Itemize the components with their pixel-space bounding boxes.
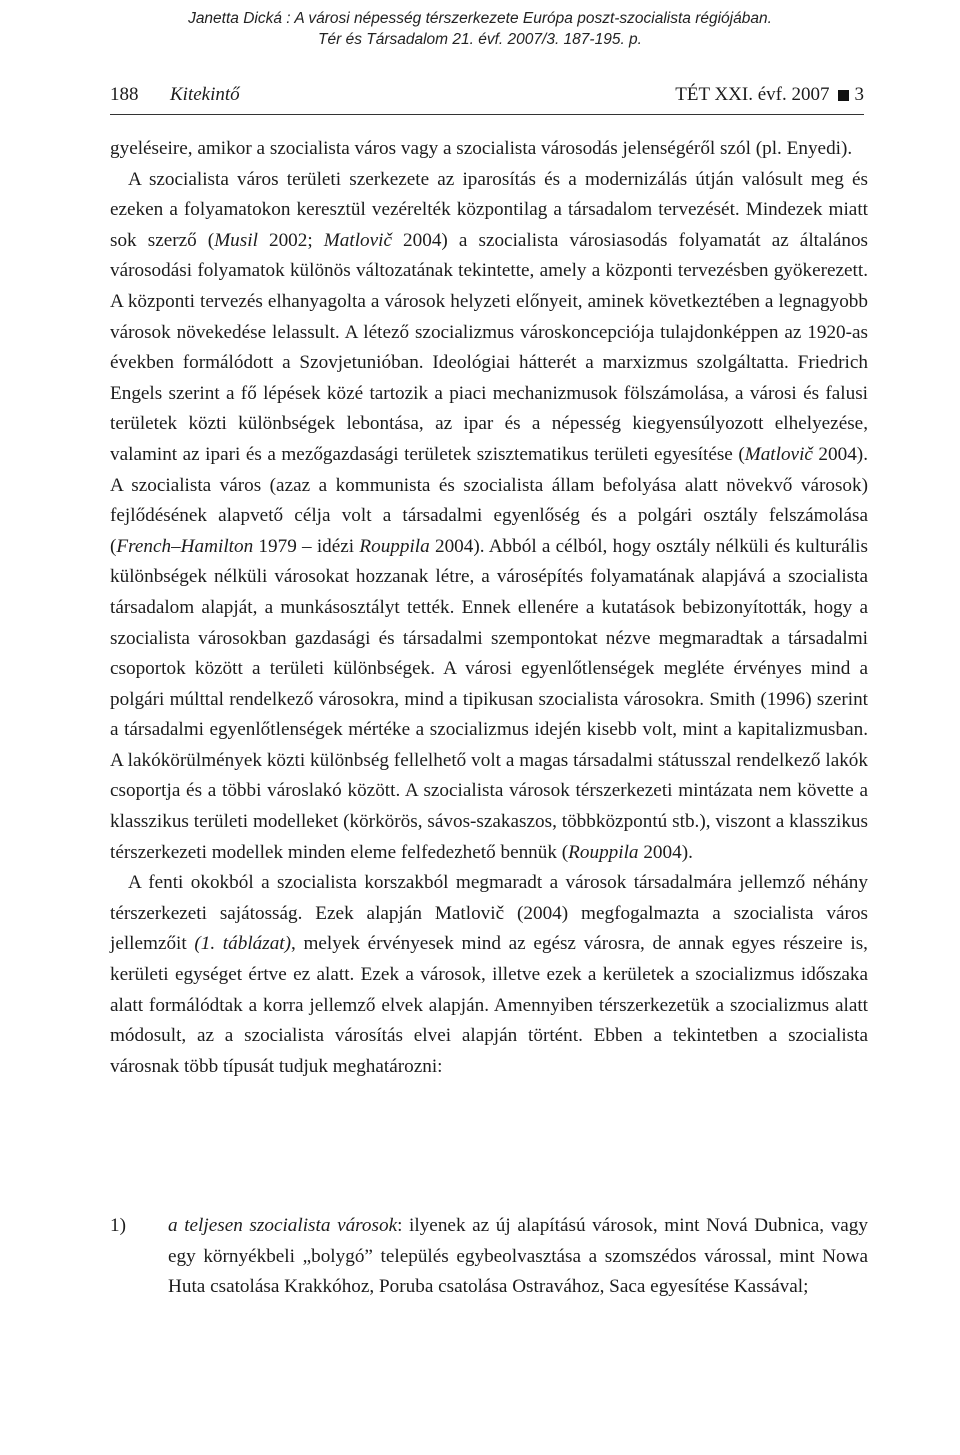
numbered-list bbox=[110, 1211, 868, 1303]
journal-info bbox=[675, 84, 864, 106]
text-segment: 2004). Abból a célból, hogy osztály nélküli és kulturális különbségek nélküli városokat hozzanak létre, a városépítés folyamatának alapjává a szocialista társadalom alapját, a munkásosztályt tették. Ennek ellenére a kutatások bebizonyították, hogy a szocialista városokban gazdasági és társadalmi szempontokat nézve megmaradtak a társadalmi csoportok között a területi különbségek. A városi egyenlőtlenségek megléte érvényes mind a polgári múlttal rendelkező városokra, mind a tipikusan szocialista városokra. Smith (1996) szerint a társadalmi egyenlőtlenségek mértéke a szocializmus idején kisebb volt, mint a kapitalizmusban. A lakókörülmények közti különbség fellelhető volt a magas társadalmi státusszal rendelkező lakók csoportja és a többi városlakó között. A szocialista városok térszerkezeti mintázata nem követte a klasszikus területi modelleket (körkörös, sávos-szakaszos, többközpontú stb.), viszont a klasszikus térszerkezeti modellek minden eleme felfedezhető bennük ( bbox=[110, 535, 868, 863]
italic-reference: Rouppila bbox=[359, 535, 430, 557]
paragraph bbox=[110, 134, 868, 165]
body-text bbox=[110, 134, 868, 1082]
text-segment: 2004). A szocialista város (azaz a kommunista és szocialista állam befolyása alatt növekvő városok) fejlődésének alapvető célja volt a társadalmi egyenlőség és a polgári osztály felszámolása ( bbox=[110, 443, 868, 557]
section-title: Kitekintő bbox=[170, 84, 240, 105]
citation-line-2: Tér és Társadalom 21. évf. 2007/3. 187-195. p. bbox=[318, 31, 642, 48]
italic-reference: Rouppila bbox=[568, 841, 639, 863]
text-segment: 2002; bbox=[257, 229, 324, 251]
text-segment: 2004). bbox=[638, 841, 693, 863]
list-number: 1) bbox=[110, 1215, 126, 1236]
paragraph bbox=[110, 868, 868, 1082]
text-segment: : ilyenek az új alapítású városok, mint Nová Dubnica, vagy egy környékbeli „bolygó” település egybeolvasztása a szomszédos várossal, mint Nowa Huta csatolása Krakkóhoz, Poruba csatolása Ostravához, Saca egyesítése Kassával; bbox=[168, 1215, 868, 1298]
italic-reference: Matlovič bbox=[744, 443, 813, 465]
paragraph bbox=[110, 165, 868, 869]
issue-number: 3 bbox=[854, 84, 864, 105]
italic-reference: a teljesen szocialista városok bbox=[168, 1215, 398, 1236]
italic-reference: Musil bbox=[214, 229, 258, 251]
citation-line-1: Janetta Dická : A városi népesség térszerkezete Európa poszt-szocialista régiójában. bbox=[188, 10, 772, 27]
text-segment: gyeléseire, amikor a szocialista város vagy a szocialista városodás jelenségéről szól (pl. Enyedi). bbox=[110, 138, 853, 159]
italic-reference: French–Hamilton bbox=[116, 535, 254, 557]
italic-reference: (1. táblázat) bbox=[194, 933, 292, 955]
running-head bbox=[110, 84, 864, 115]
list-item bbox=[110, 1211, 868, 1303]
text-segment: A szocialista város területi szerkezete az iparosítás és a modernizálás útján valósult meg és ezeken a folyamatokon keresztül vezérelték központilag a társadalom tervezését. Mindezek miatt sok szerző ( bbox=[110, 168, 868, 251]
citation-header bbox=[0, 8, 960, 50]
italic-reference: Matlovič bbox=[323, 229, 392, 251]
page-number: 188 bbox=[110, 84, 139, 105]
text-segment: 1979 – idézi bbox=[253, 535, 360, 557]
text-segment: , melyek érvényesek mind az egész városra, de annak egyes részeire is, kerületi egységet értve ez alatt. Ezek a városok, illetve ezek a kerületek a szocializmus időszaka alatt formálódtak a korra jellemző elvek alapján. Amennyiben térszerkezetük a szocializmus alatt módosult, az a szocialista városítás elvei alapján történt. Ebben a tekintetben a szocialista városnak több típusát tudjuk meghatározni: bbox=[110, 933, 868, 1077]
journal-name: TÉT XXI. évf. 2007 bbox=[675, 84, 830, 105]
text-segment: A fenti okokból a szocialista korszakból megmaradt a városok társadalmára jellemző néhány térszerkezeti sajátosság. Ezek alapján Matlovič (2004) megfogalmazta a szocialista város jellemzőit bbox=[110, 872, 868, 955]
square-bullet-icon bbox=[838, 90, 849, 101]
text-segment: 2004) a szocialista városiasodás folyamatát az általános városodási folyamatok különös változatának tekintette, amely a központi tervezésben gyökerezett. A központi tervezés elhanyagolta a városok helyzeti előnyeit, aminek következtében a legnagyobb városok növekedése lelassult. A létező szocializmus városkoncepciója tulajdonképpen az 1920-as években formálódott a Szovjetunióban. Ideológiai hátterét a marxizmus szolgáltatta. Friedrich Engels szerint a fő lépések közé tartozik a piaci mechanizmusok fölszámolása, a városi és falusi területek közti különbségek lebontása, az ipar és a népesség kiegyensúlyozott elhelyezése, valamint az ipari és a mezőgazdasági területek szisztematikus területi egyesítése ( bbox=[110, 229, 869, 465]
